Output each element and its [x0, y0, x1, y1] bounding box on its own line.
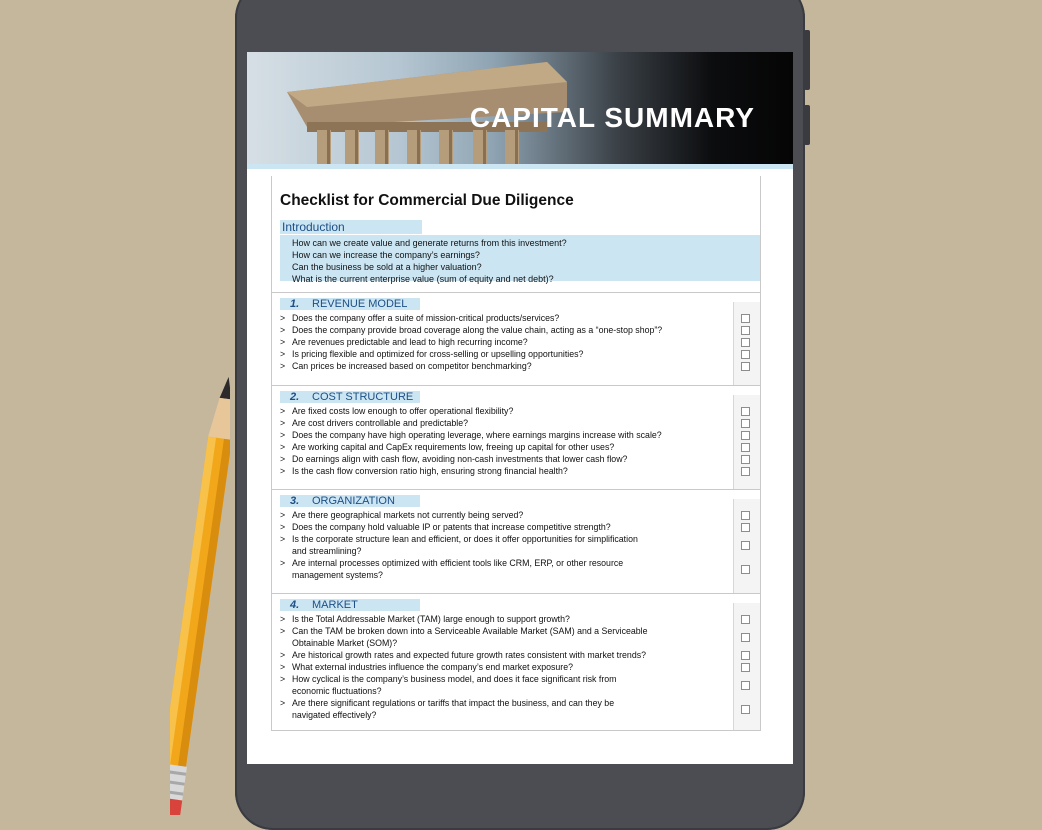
bullet-arrow: > — [280, 430, 286, 440]
intro-line: How can we create value and generate returns from this investment? — [292, 238, 567, 248]
bullet-arrow: > — [280, 662, 286, 672]
document-title: Checklist for Commercial Due Diligence — [280, 192, 574, 209]
tablet-screen — [247, 52, 793, 764]
bullet-arrow: > — [280, 325, 286, 335]
bullet-arrow: > — [280, 650, 286, 660]
question-checkbox[interactable] — [741, 314, 750, 323]
checklist-question: navigated effectively? — [292, 710, 377, 720]
checklist-question: Does the company have high operating leverage, where earnings margins increase with scale? — [292, 430, 662, 440]
introduction-heading: Introduction — [280, 220, 422, 234]
question-checkbox[interactable] — [741, 541, 750, 550]
tablet-side-button — [804, 105, 810, 145]
question-checkbox[interactable] — [741, 651, 750, 660]
checklist-question: Is pricing flexible and optimized for cross-selling or upselling opportunities? — [292, 349, 584, 359]
section-heading — [280, 298, 420, 310]
checklist-question: Does the company provide broad coverage along the value chain, acting as a “one-stop shop”? — [292, 325, 663, 335]
checklist-question: Obtainable Market (SOM)? — [292, 638, 398, 648]
question-checkbox[interactable] — [741, 565, 750, 574]
section-heading — [280, 599, 420, 611]
banner-title: CAPITAL SUMMARY — [469, 102, 755, 133]
bullet-arrow: > — [280, 510, 286, 520]
question-checkbox[interactable] — [741, 431, 750, 440]
checklist-question: Does the company hold valuable IP or patents that increase competitive strength? — [292, 522, 611, 532]
section-title: MARKET — [312, 599, 358, 611]
section-title: COST STRUCTURE — [312, 391, 414, 403]
section-divider — [272, 292, 760, 293]
checklist-question: Are internal processes optimized with efficient tools like CRM, ERP, or other resource — [292, 558, 624, 568]
banner-accent-band — [247, 164, 793, 169]
intro-line: What is the current enterprise value (sum of equity and net debt)? — [292, 274, 554, 284]
checklist-question: and streamlining? — [292, 546, 362, 556]
bullet-arrow: > — [280, 418, 286, 428]
checklist-question: Are cost drivers controllable and predictable? — [292, 418, 469, 428]
bullet-arrow: > — [280, 406, 286, 416]
question-checkbox[interactable] — [741, 511, 750, 520]
pencil-illustration — [170, 375, 230, 815]
section-number: 4. — [290, 599, 300, 611]
bullet-arrow: > — [280, 349, 286, 359]
checklist-question: Are there significant regulations or tariffs that impact the business, and can they be — [292, 698, 615, 708]
bullet-arrow: > — [280, 558, 286, 568]
tablet-side-button — [804, 30, 810, 90]
checklist-question: Are revenues predictable and lead to high recurring income? — [292, 337, 528, 347]
question-checkbox[interactable] — [741, 407, 750, 416]
section-title: ORGANIZATION — [312, 495, 395, 507]
checklist-question: Can the TAM be broken down into a Serviceable Available Market (SAM) and a Serviceable — [292, 626, 648, 636]
question-checkbox[interactable] — [741, 615, 750, 624]
section-number: 2. — [290, 391, 300, 403]
checklist-question: Are historical growth rates and expected future growth rates consistent with market trends? — [292, 650, 647, 660]
bullet-arrow: > — [280, 674, 286, 684]
bullet-arrow: > — [280, 522, 286, 532]
question-checkbox[interactable] — [741, 338, 750, 347]
section-heading — [280, 495, 420, 507]
bullet-arrow: > — [280, 466, 286, 476]
checklist-question: Are working capital and CapEx requirements low, freeing up capital for other uses? — [292, 442, 615, 452]
bullet-arrow: > — [280, 698, 286, 708]
intro-line: Can the business be sold at a higher valuation? — [292, 262, 482, 272]
bullet-arrow: > — [280, 626, 286, 636]
question-checkbox[interactable] — [741, 467, 750, 476]
checklist-question: What external industries influence the company’s end market exposure? — [292, 662, 574, 672]
checklist-question: How cyclical is the company’s business model, and does it face significant risk from — [292, 674, 617, 684]
checklist-question: Is the Total Addressable Market (TAM) large enough to support growth? — [292, 614, 570, 624]
bullet-arrow: > — [280, 313, 286, 323]
bullet-arrow: > — [280, 361, 286, 371]
checklist-question: Do earnings align with cash flow, avoiding non-cash investments that lower cash flow? — [292, 454, 628, 464]
checklist-question: Is the cash flow conversion ratio high, ensuring strong financial health? — [292, 466, 568, 476]
section-divider — [272, 593, 760, 594]
question-checkbox[interactable] — [741, 663, 750, 672]
question-checkbox[interactable] — [741, 350, 750, 359]
question-checkbox[interactable] — [741, 681, 750, 690]
checklist-question: management systems? — [292, 570, 383, 580]
header-banner — [247, 52, 793, 169]
checklist-question: Are fixed costs low enough to offer operational flexibility? — [292, 406, 514, 416]
section-divider — [272, 385, 760, 386]
checklist-document — [271, 176, 761, 731]
question-checkbox[interactable] — [741, 362, 750, 371]
bullet-arrow: > — [280, 454, 286, 464]
checklist-question: Can prices be increased based on competitor benchmarking? — [292, 361, 532, 371]
question-checkbox[interactable] — [741, 326, 750, 335]
bullet-arrow: > — [280, 337, 286, 347]
section-title: REVENUE MODEL — [312, 298, 408, 310]
section-heading — [280, 391, 420, 403]
bullet-arrow: > — [280, 534, 286, 544]
checklist-question: Are there geographical markets not currently being served? — [292, 510, 524, 520]
bullet-arrow: > — [280, 614, 286, 624]
question-checkbox[interactable] — [741, 419, 750, 428]
question-checkbox[interactable] — [741, 633, 750, 642]
checklist-question: Does the company offer a suite of mission-critical products/services? — [292, 313, 560, 323]
section-number: 3. — [290, 495, 300, 507]
question-checkbox[interactable] — [741, 443, 750, 452]
section-number: 1. — [290, 298, 300, 310]
section-divider — [272, 489, 760, 490]
question-checkbox[interactable] — [741, 523, 750, 532]
checklist-question: Is the corporate structure lean and efficient, or does it offer opportunities for simplification — [292, 534, 638, 544]
checklist-question: economic fluctuations? — [292, 686, 382, 696]
question-checkbox[interactable] — [741, 705, 750, 714]
intro-line: How can we increase the company’s earnings? — [292, 250, 480, 260]
question-checkbox[interactable] — [741, 455, 750, 464]
bullet-arrow: > — [280, 442, 286, 452]
